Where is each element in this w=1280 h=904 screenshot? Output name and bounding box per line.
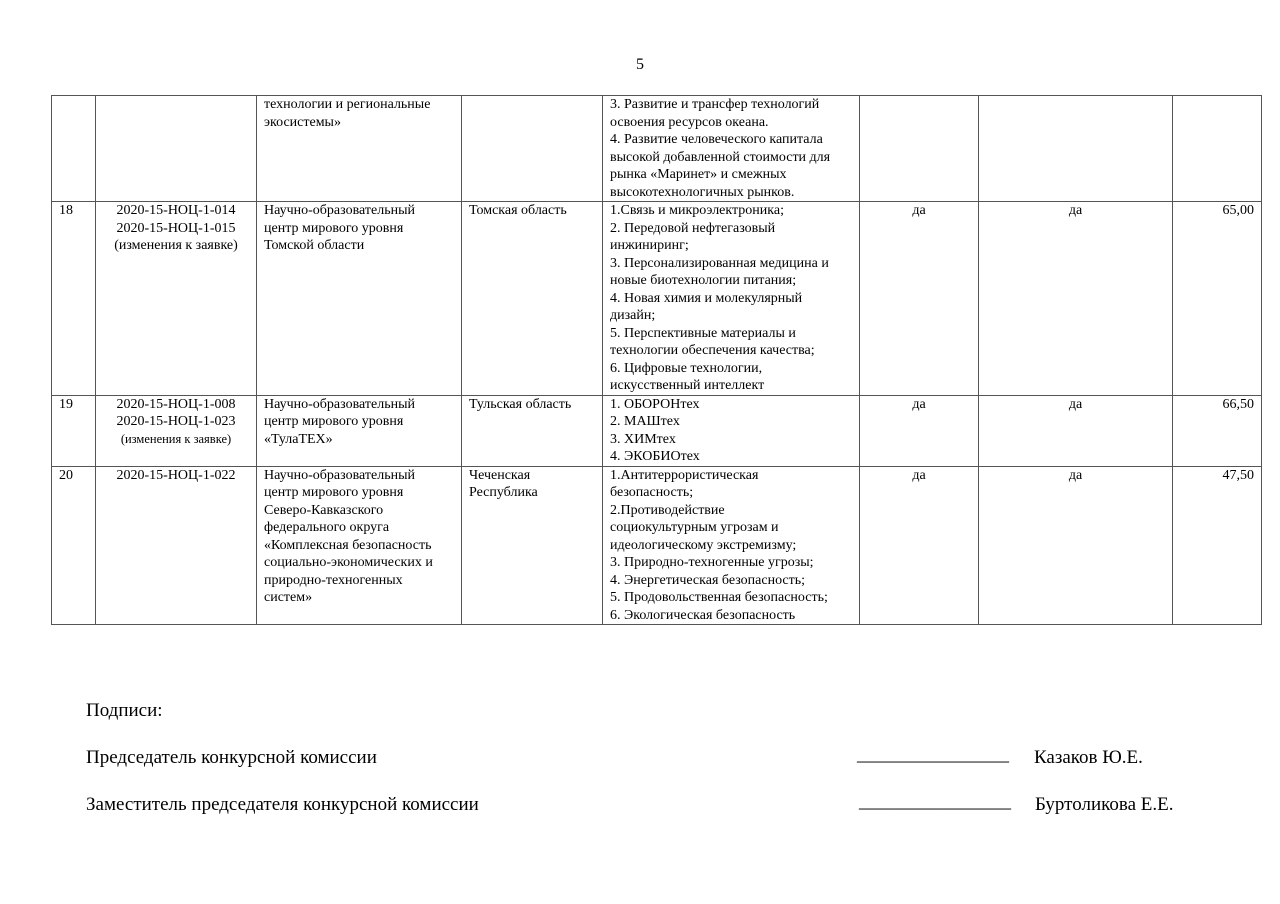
deputy-role: Заместитель председателя конкурсной комиссии — [86, 794, 479, 815]
center-name-cell — [257, 395, 462, 466]
region-cell — [462, 202, 603, 396]
research-areas-cell-line: 6. Цифровые технологии, — [610, 360, 763, 376]
application-number-cell-line: 2020-15-НОЦ-1-008 — [116, 396, 236, 412]
center-name-cell-line: Северо-Кавказского — [264, 502, 384, 518]
application-number-cell — [96, 202, 257, 396]
results-table — [51, 95, 1262, 625]
research-areas-cell-line: новые биотехнологии питания; — [610, 273, 797, 288]
center-name-cell-line: «ТулаТЕХ» — [264, 431, 333, 447]
research-areas-cell-line: дизайн; — [610, 308, 656, 323]
deputy-name: Буртоликова Е.Е. — [1035, 794, 1174, 815]
center-name-cell-line: природно-техногенных — [264, 572, 403, 588]
center-name-cell-line: технологии и региональные — [264, 97, 431, 112]
region-cell-line: Чеченская — [469, 467, 531, 483]
center-name-cell-line: Томской области — [264, 238, 365, 253]
criterion-2-cell: да — [979, 395, 1173, 466]
criterion-1-cell — [860, 96, 979, 202]
table-row — [52, 466, 1262, 625]
criterion-2-cell: да — [979, 466, 1173, 625]
row-number-cell: 19 — [52, 395, 96, 466]
application-number-cell-line: 2020-15-НОЦ-1-015 — [116, 220, 236, 236]
research-areas-cell-line: 2. МАШтех — [610, 414, 680, 429]
application-number-cell-line: 2020-15-НОЦ-1-022 — [116, 467, 236, 483]
research-areas-cell-line: 3. ХИМтех — [610, 431, 676, 447]
chair-role: Председатель конкурсной комиссии — [86, 747, 377, 768]
research-areas-cell-line: 5. Перспективные материалы и — [610, 325, 796, 341]
table-row — [52, 202, 1262, 396]
center-name-cell-line: Научно-образовательный — [264, 467, 415, 483]
region-cell-line: Республика — [469, 485, 538, 500]
center-name-cell-line: «Комплексная безопасность — [264, 537, 432, 553]
criterion-2-cell — [979, 96, 1173, 202]
research-areas-cell-line: 4. Новая химия и молекулярный — [610, 290, 803, 306]
center-name-cell — [257, 466, 462, 625]
table-row — [52, 395, 1262, 466]
center-name-cell-line: Научно-образовательный — [264, 396, 415, 412]
research-areas-cell-line: освоения ресурсов океана. — [610, 114, 769, 130]
center-name-cell-line: Научно-образовательный — [264, 203, 415, 218]
score-cell — [1173, 96, 1262, 202]
application-number-cell — [96, 466, 257, 625]
research-areas-cell-line: 3. Природно-техногенные угрозы; — [610, 555, 814, 570]
center-name-cell — [257, 96, 462, 202]
criterion-1-cell: да — [860, 202, 979, 396]
research-areas-cell-line: искусственный интеллект — [610, 378, 765, 393]
application-number-cell — [96, 395, 257, 466]
research-areas-cell-line: 3. Персонализированная медицина и — [610, 255, 829, 271]
deputy-signature-line: ________________ — [859, 791, 1011, 812]
application-number-cell — [96, 96, 257, 202]
page-number: 5 — [636, 56, 644, 73]
center-name-cell — [257, 202, 462, 396]
research-areas-cell-line: 2.Противодействие — [610, 502, 725, 518]
research-areas-cell-line: 4. Энергетическая безопасность; — [610, 572, 806, 588]
score-cell: 65,00 — [1173, 202, 1262, 396]
research-areas-cell-line: 2. Передовой нефтегазовый — [610, 220, 776, 236]
research-areas-cell-line: 6. Экологическая безопасность — [610, 607, 796, 623]
center-name-cell-line: центр мирового уровня — [264, 220, 404, 236]
research-areas-cell — [603, 202, 860, 396]
research-areas-cell-line: рынка «Маринет» и смежных — [610, 167, 787, 182]
region-cell-line: Тульская область — [469, 396, 572, 412]
research-areas-cell-line: высокотехнологичных рынков. — [610, 184, 795, 200]
criterion-1-cell: да — [860, 395, 979, 466]
research-areas-cell-line: технологии обеспечения качества; — [610, 343, 815, 358]
application-number-cell-line: (изменения к заявке) — [114, 238, 238, 253]
research-areas-cell-line: 1.Антитеррористическая — [610, 467, 759, 483]
application-number-cell-line: 2020-15-НОЦ-1-014 — [116, 203, 236, 218]
research-areas-cell-line: 4. Развитие человеческого капитала — [610, 132, 823, 147]
score-cell: 47,50 — [1173, 466, 1262, 625]
region-cell — [462, 395, 603, 466]
center-name-cell-line: социально-экономических и — [264, 555, 433, 570]
score-cell: 66,50 — [1173, 395, 1262, 466]
research-areas-cell-line: идеологическому экстремизму; — [610, 537, 797, 553]
research-areas-cell-line: высокой добавленной стоимости для — [610, 149, 831, 165]
research-areas-cell-line: 5. Продовольственная безопасность; — [610, 590, 828, 605]
criterion-1-cell: да — [860, 466, 979, 625]
chair-signature-line: ________________ — [857, 744, 1009, 765]
research-areas-cell-line: 3. Развитие и трансфер технологий — [610, 97, 820, 112]
research-areas-cell-line: безопасность; — [610, 485, 694, 500]
application-number-cell-line: 2020-15-НОЦ-1-023 — [116, 414, 236, 429]
application-number-cell-line: (изменения к заявке) — [120, 431, 232, 446]
research-areas-cell-line: 1.Связь и микроэлектроника; — [610, 203, 784, 218]
region-cell-line: Томская область — [469, 203, 567, 218]
row-number-cell: 20 — [52, 466, 96, 625]
research-areas-cell-line: инжиниринг; — [610, 238, 689, 253]
criterion-2-cell: да — [979, 202, 1173, 396]
research-areas-cell — [603, 96, 860, 202]
row-number-cell — [52, 96, 96, 202]
center-name-cell-line: экосистемы» — [264, 114, 341, 130]
signatures-title: Подписи: — [86, 700, 163, 721]
region-cell — [462, 466, 603, 625]
research-areas-cell-line: 4. ЭКОБИОтех — [610, 449, 700, 464]
research-areas-cell — [603, 466, 860, 625]
research-areas-cell-line: социокультурным угрозам и — [610, 520, 779, 535]
research-areas-cell-line: 1. ОБОРОНтех — [610, 396, 700, 412]
chair-name: Казаков Ю.Е. — [1034, 747, 1143, 768]
center-name-cell-line: центр мирового уровня — [264, 414, 404, 429]
table-row — [52, 96, 1262, 202]
center-name-cell-line: федерального округа — [264, 520, 390, 535]
center-name-cell-line: систем» — [264, 590, 313, 605]
center-name-cell-line: центр мирового уровня — [264, 485, 404, 500]
research-areas-cell — [603, 395, 860, 466]
region-cell — [462, 96, 603, 202]
row-number-cell: 18 — [52, 202, 96, 396]
